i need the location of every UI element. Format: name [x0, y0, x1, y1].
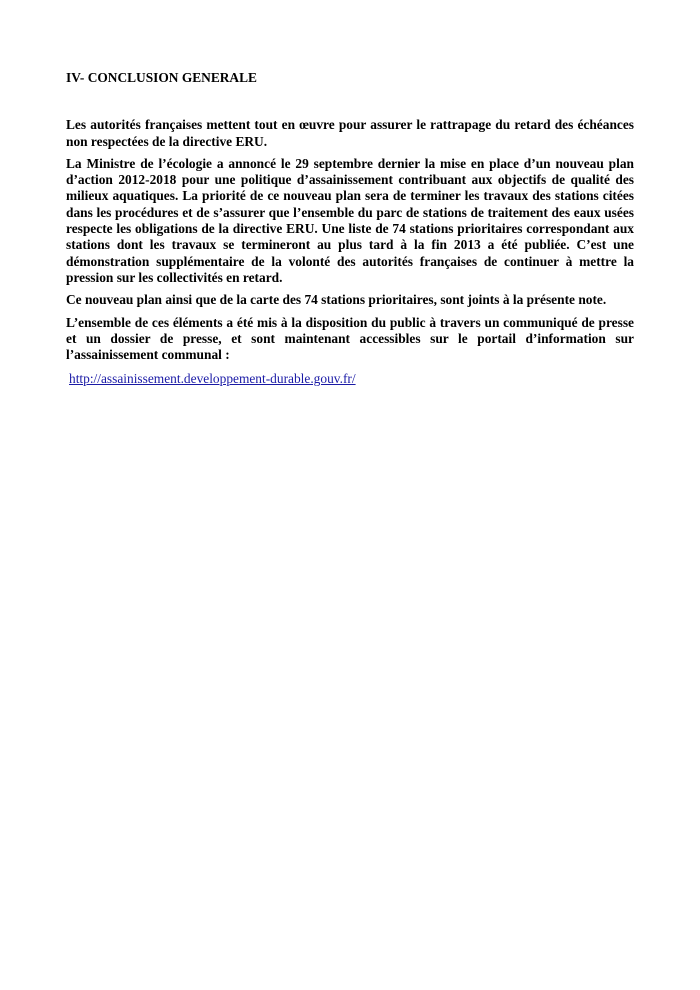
section-heading: IV- CONCLUSION GENERALE: [66, 70, 257, 85]
portal-link[interactable]: http://assainissement.developpement-durable.gouv.fr/: [69, 371, 356, 387]
link-line: [69, 371, 634, 387]
paragraph-public-info: L’ensemble de ces éléments a été mis à la disposition du public à travers un communiqué de presse et un dossier de presse, et sont maintenant accessibles sur le portail d’information sur l’assainissement communal :: [66, 314, 634, 363]
document-page: [66, 70, 634, 388]
paragraph-attachments: Ce nouveau plan ainsi que de la carte des 74 stations prioritaires, sont joints à la présente note.: [66, 292, 607, 308]
paragraph-intro: Les autorités françaises mettent tout en œuvre pour assurer le rattrapage du retard des échéances non respectées de la directive ERU.: [66, 117, 634, 149]
paragraph-action-plan: La Ministre de l’écologie a annoncé le 29 septembre dernier la mise en place d’un nouveau plan d’action 2012-2018 pour une politique d’assainissement contribuant aux objectifs de qualité des milieux aquatiques. La priorité de ce nouveau plan sera de terminer les travaux des stations citées dans les procédures et de s’assurer que l’ensemble du parc de stations de traitement des eaux usées respecte les obligations de la directive ERU. Une liste de 74 stations prioritaires correspondant aux stations dont les travaux se termineront au plus tard à la fin 2013 a été publiée. C’est une démonstration supplémentaire de la volonté des autorités françaises de continuer à mettre la pression sur les collectivités en retard.: [66, 155, 634, 285]
